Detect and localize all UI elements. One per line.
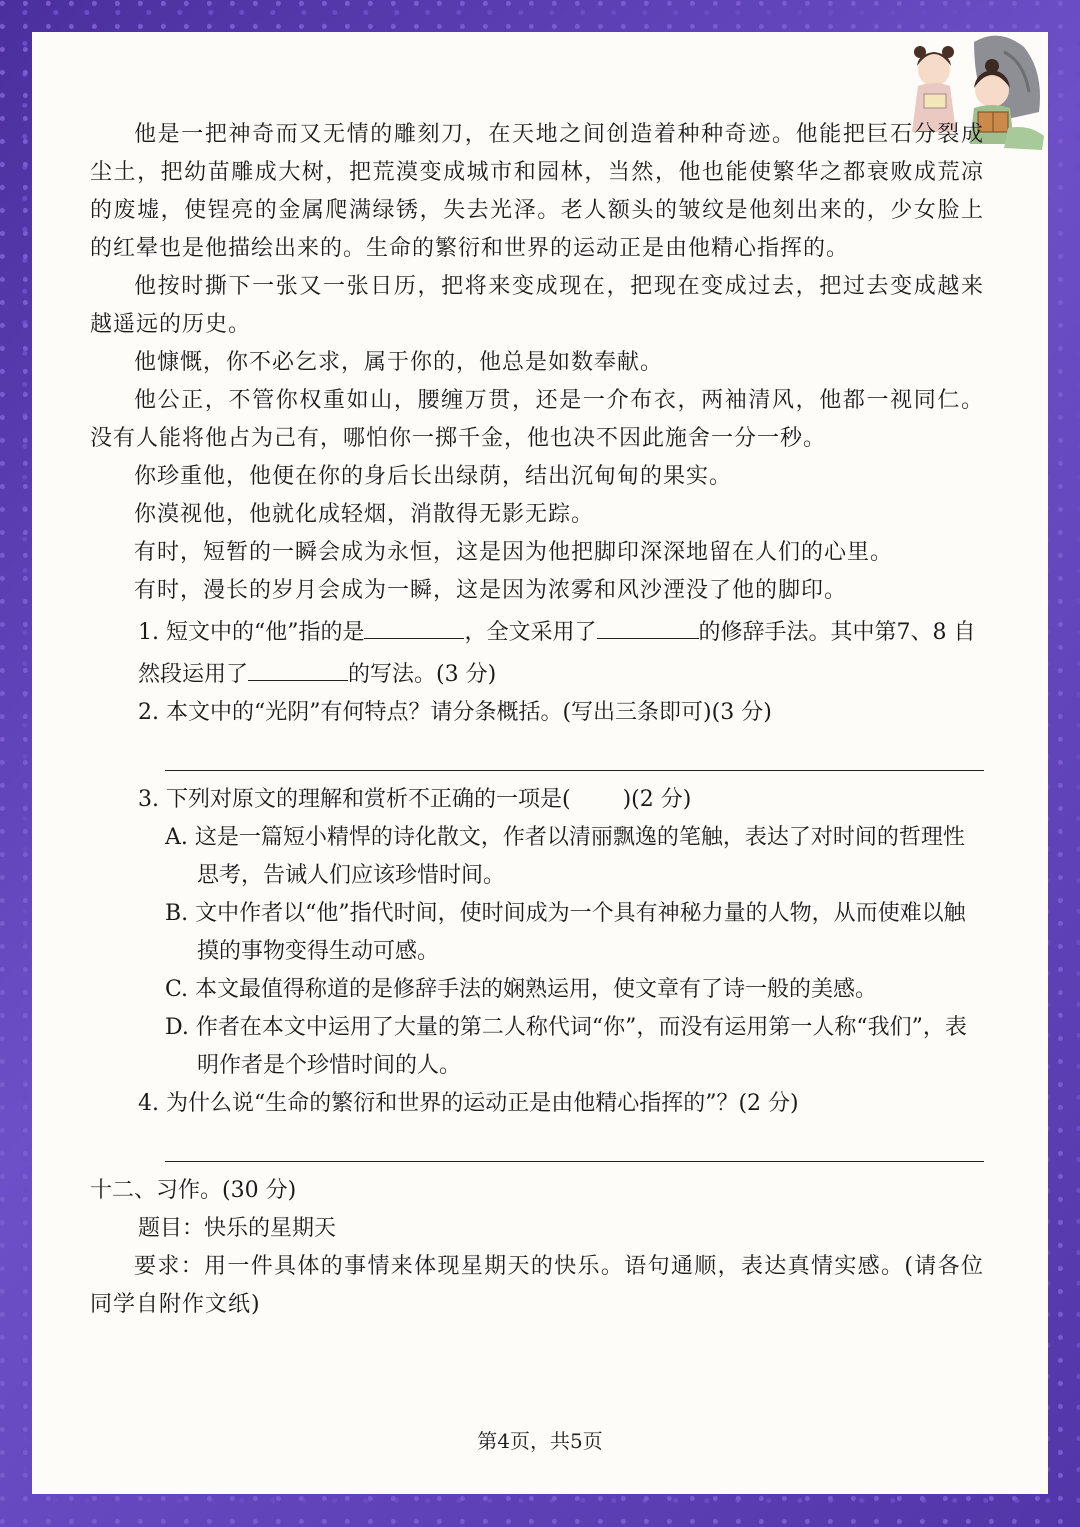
question-3-stem-b: )(2 分) (622, 787, 692, 812)
passage-paragraph-1: 他是一把神奇而又无情的雕刻刀，在天地之间创造着种种奇迹。他能把巨石分裂成尘土，把幼苗雕成大树，把荒漠变成城市和园林，当然，他也能使繁华之都衰败成荒凉的废墟，使锃亮的金属爬满绿锈，失去光泽。老人额头的皱纹是他刻出来的，少女脸上的红晕也是他描绘出来的。生命的繁衍和世界的运动正是由他精心指挥的。 (90, 122, 984, 261)
question-1 (138, 610, 984, 694)
passage-paragraph-4: 他公正，不管你权重如山，腰缠万贯，还是一介布衣，两袖清风，他都一视同仁。没有人能将他占为己有，哪怕你一掷千金，他也决不因此施舍一分一秒。 (90, 388, 984, 451)
passage-paragraph-7: 有时，短暂的一瞬会成为永恒，这是因为他把脚印深深地留在人们的心里。 (134, 540, 894, 565)
question-1-blank-3[interactable] (248, 652, 348, 681)
question-4-answer-line[interactable] (165, 1135, 984, 1162)
question-1-text-c: 的修辞手法。其中第7、8 自然段运用了 (138, 620, 976, 687)
question-1-blank-2[interactable] (597, 610, 699, 639)
passage-paragraph-5: 你珍重他，他便在你的身后长出绿荫，结出沉甸甸的果实。 (134, 464, 733, 489)
question-3-stem-a: 3. 下列对原文的理解和赏析不正确的一项是( (138, 787, 571, 812)
question-3-option-c: C. 本文最值得称道的是修辞手法的娴熟运用，使文章有了诗一般的美感。 (165, 977, 878, 1002)
question-3-option-d: D. 作者在本文中运用了大量的第二人称代词“你”，而没有运用第一人称“我们”，表明作者是个珍惜时间的人。 (165, 1015, 967, 1078)
passage-paragraph-6: 你漠视他，他就化成轻烟，消散得无影无踪。 (134, 502, 595, 527)
question-1-text-d: 的写法。(3 分) (348, 662, 497, 687)
exam-page (32, 32, 1048, 1494)
question-3-option-b: B. 文中作者以“他”指代时间，使时间成为一个具有神秘力量的人物，从而使难以触摸的事物变得生动可感。 (165, 901, 966, 964)
question-3 (138, 781, 984, 819)
passage-paragraph-3: 他慷慨，你不必乞求，属于你的，他总是如数奉献。 (134, 350, 664, 375)
question-1-text-b: ，全文采用了 (464, 620, 597, 645)
question-2: 2. 本文中的“光阴”有何特点？请分条概括。(写出三条即可)(3 分) (138, 700, 772, 725)
essay-topic: 题目：快乐的星期天 (138, 1216, 337, 1241)
passage-paragraph-2: 他按时撕下一张又一张日历，把将来变成现在，把现在变成过去，把过去变成越来越遥远的历史。 (90, 274, 984, 337)
question-2-answer-line[interactable] (165, 744, 984, 771)
page-number: 第4页，共5页 (477, 1429, 603, 1453)
passage-paragraph-8: 有时，漫长的岁月会成为一瞬，这是因为浓雾和风沙湮没了他的脚印。 (134, 578, 848, 603)
essay-requirement: 要求：用一件具体的事情来体现星期天的快乐。语句通顺，表达真情实感。(请各位同学自附作文纸) (90, 1254, 984, 1317)
section-12-heading: 十二、习作。(30 分) (90, 1178, 297, 1203)
exam-content (90, 116, 984, 1324)
question-1-blank-1[interactable] (364, 610, 464, 639)
question-1-text-a: 1. 短文中的“他”指的是 (138, 620, 365, 645)
question-4: 4. 为什么说“生命的繁衍和世界的运动正是由他精心指挥的”？(2 分) (138, 1091, 799, 1116)
question-3-option-a: A. 这是一篇短小精悍的诗化散文，作者以清丽飘逸的笔触，表达了对时间的哲理性思考，告诫人们应该珍惜时间。 (165, 825, 965, 888)
